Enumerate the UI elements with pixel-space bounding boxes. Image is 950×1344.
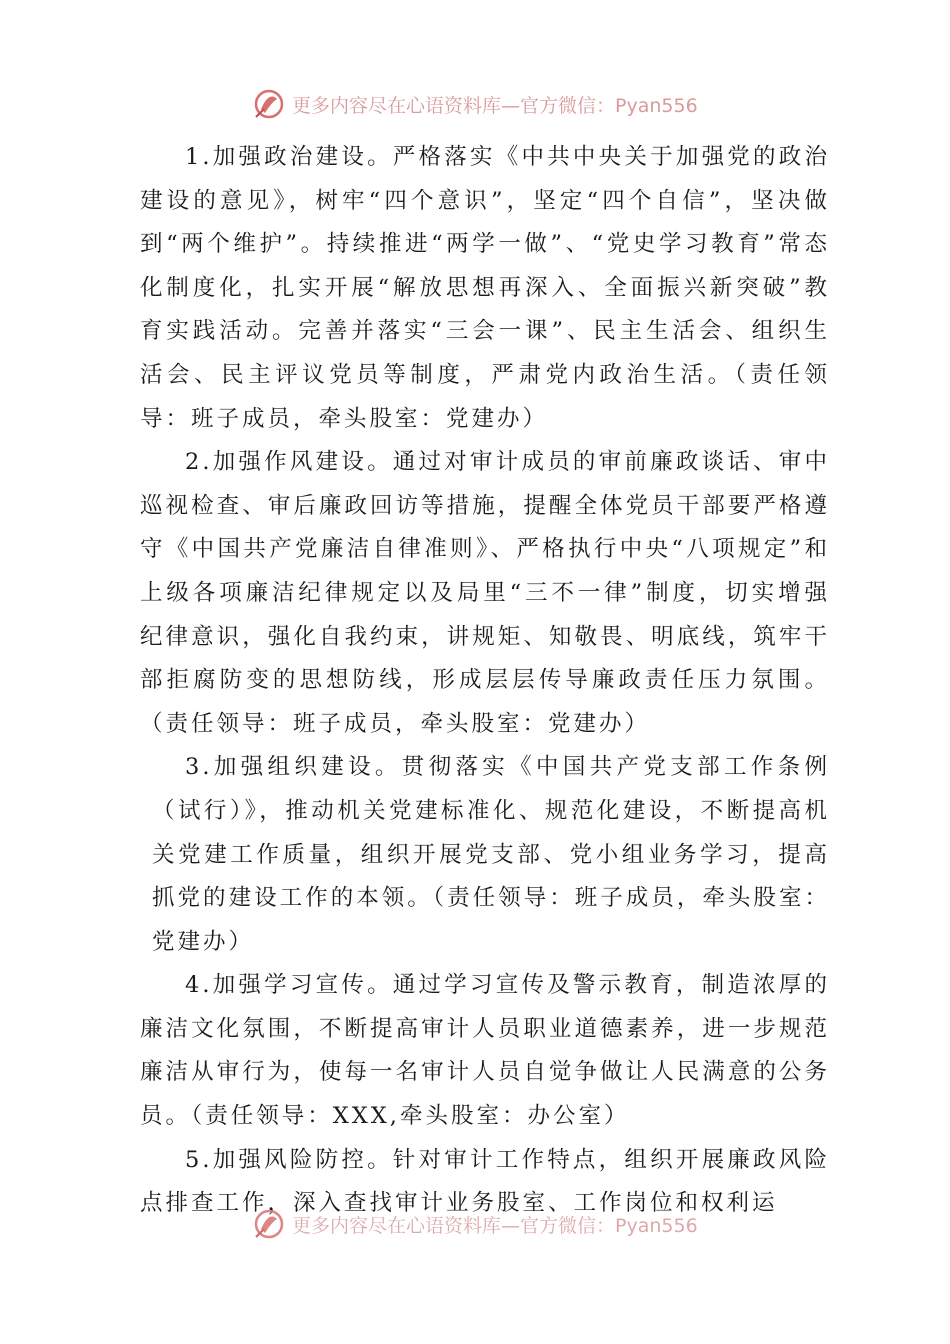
logo-icon [252,87,286,121]
watermark-header [252,86,698,122]
logo-icon [252,1207,286,1241]
watermark-footer [252,1206,698,1242]
document-body [140,136,830,1226]
paragraph-organization-building: 3.加强组织建设。贯彻落实《中国共产党支部工作条例（试行）》，推动机关党建标准化、规范化建设，不断提高机关党建工作质量，组织开展党支部、党小组业务学习，提高抓党的建设工作的本领。（责任领导：班子成员，牵头股室：党建办） [152,754,830,955]
paragraph-risk-control: 5.加强风险防控。针对审计工作特点，组织开展廉政风险点排查工作，深入查找审计业务股室、工作岗位和权利运 [140,1146,830,1217]
paragraph-study-promotion: 4.加强学习宣传。通过学习宣传及警示教育，制造浓厚的廉洁文化氛围，不断提高审计人员职业道德素养，进一步规范廉洁从审行为，使每一名审计人员自觉争做让人民满意的公务员。（责任领导：XXX,牵头股室：办公室） [140,972,830,1130]
paragraph-political-building: 1.加强政治建设。严格落实《中共中央关于加强党的政治建设的意见》，树牢“四个意识”，坚定“四个自信”，坚决做到“两个维护”。持续推进“两学一做”、“党史学习教育”常态化制度化，扎实开展“解放思想再深入、全面振兴新突破”教育实践活动。完善并落实“三会一课”、民主生活会、组织生活会、民主评议党员等制度，严肃党内政治生活。（责任领导：班子成员，牵头股室：党建办） [140,144,830,432]
paragraph-style-building: 2.加强作风建设。通过对审计成员的审前廉政谈话、审中巡视检查、审后廉政回访等措施，提醒全体党员干部要严格遵守《中国共产党廉洁自律准则》、严格执行中央“八项规定”和上级各项廉洁纪律规定以及局里“三不一律”制度，切实增强纪律意识，强化自我约束，讲规矩、知敬畏、明底线，筑牢干部拒腐防变的思想防线，形成层层传导廉政责任压力氛围。（责任领导：班子成员，牵头股室：党建办） [140,449,830,737]
watermark-text: 更多内容尽在心语资料库—官方微信：Pyan556 [292,94,698,117]
watermark-text: 更多内容尽在心语资料库—官方微信：Pyan556 [292,1214,698,1237]
